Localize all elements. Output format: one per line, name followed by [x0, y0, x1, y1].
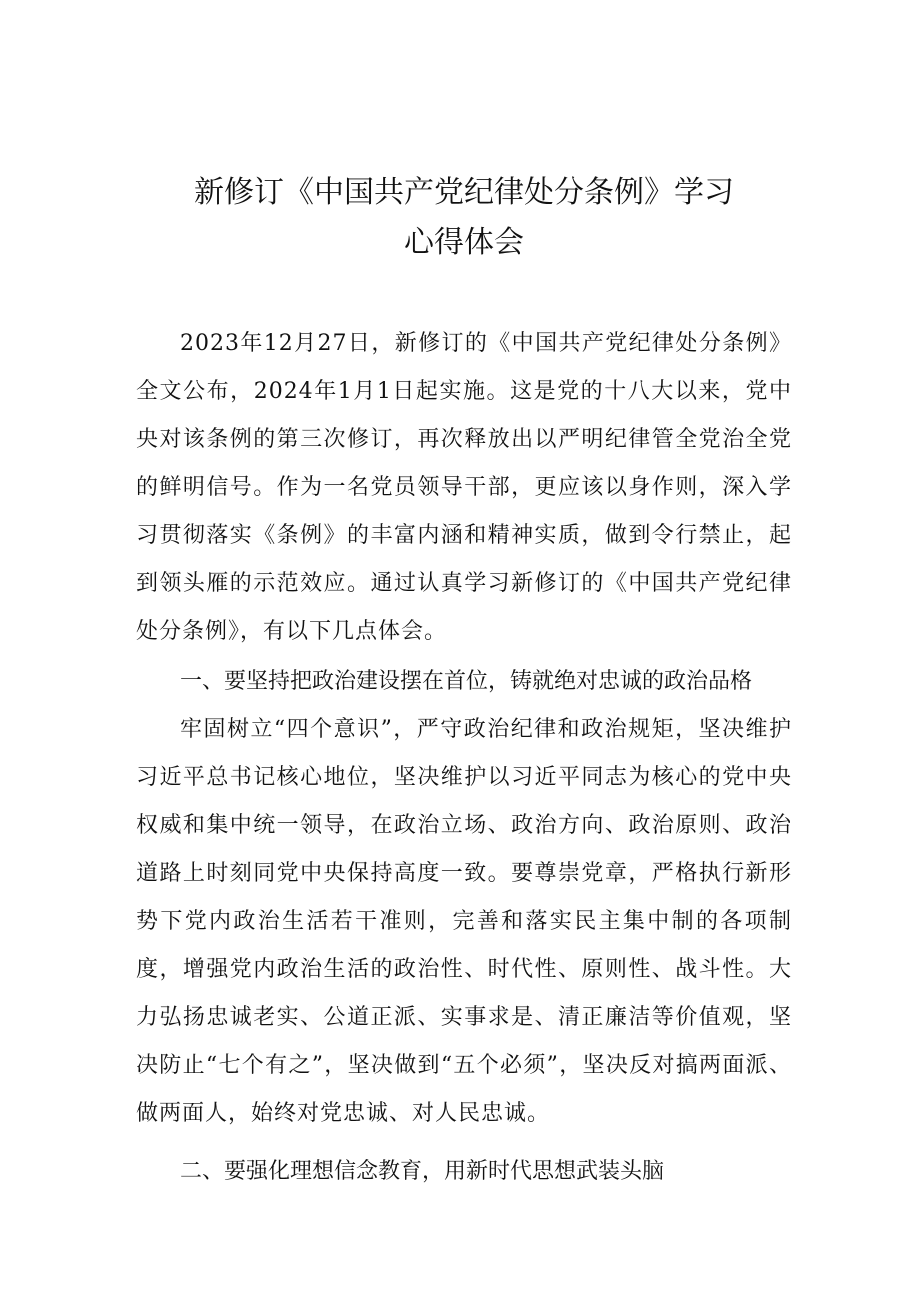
intro-paragraph: 2023年12月27日，新修订的《中国共产党纪律处分条例》全文公布，2024年1月1日起实施。这是党的十八大以来，党中央对该条例的第三次修订，再次释放出以严明纪律管全党治全党的鲜明信号。作为一名党员领导干部，更应该以身作则，深入学习贯彻落实《条例》的丰富内涵和精神实质，做到令行禁止，起到领头雁的示范效应。通过认真学习新修订的《中国共产党纪律处分条例》，有以下几点体会。: [136, 331, 792, 644]
section-1-paragraph: 牢固树立“四个意识”，严守政治纪律和政治规矩，坚决维护习近平总书记核心地位，坚决维护以习近平同志为核心的党中央权威和集中统一领导，在政治立场、政治方向、政治原则、政治道路上时刻同党中央保持高度一致。要尊崇党章，严格执行新形势下党内政治生活若干准则，完善和落实民主集中制的各项制度，增强党内政治生活的政治性、时代性、原则性、战斗性。大力弘扬忠诚老实、公道正派、实事求是、清正廉洁等价值观，坚决防止“七个有之”，坚决做到“五个必须”，坚决反对搞两面派、做两面人，始终对党忠诚、对人民忠诚。: [136, 717, 792, 1126]
document-title: [136, 168, 792, 268]
title-line-1: 新修订《中国共产党纪律处分条例》学习: [194, 175, 734, 210]
title-line-2: 心得体会: [404, 225, 524, 260]
section-heading-1: 一、要坚持把政治建设摆在首位，铸就绝对忠诚的政治品格: [180, 669, 753, 694]
section-heading-2: 二、要强化理想信念教育，用新时代思想武装头脑: [180, 1159, 665, 1184]
